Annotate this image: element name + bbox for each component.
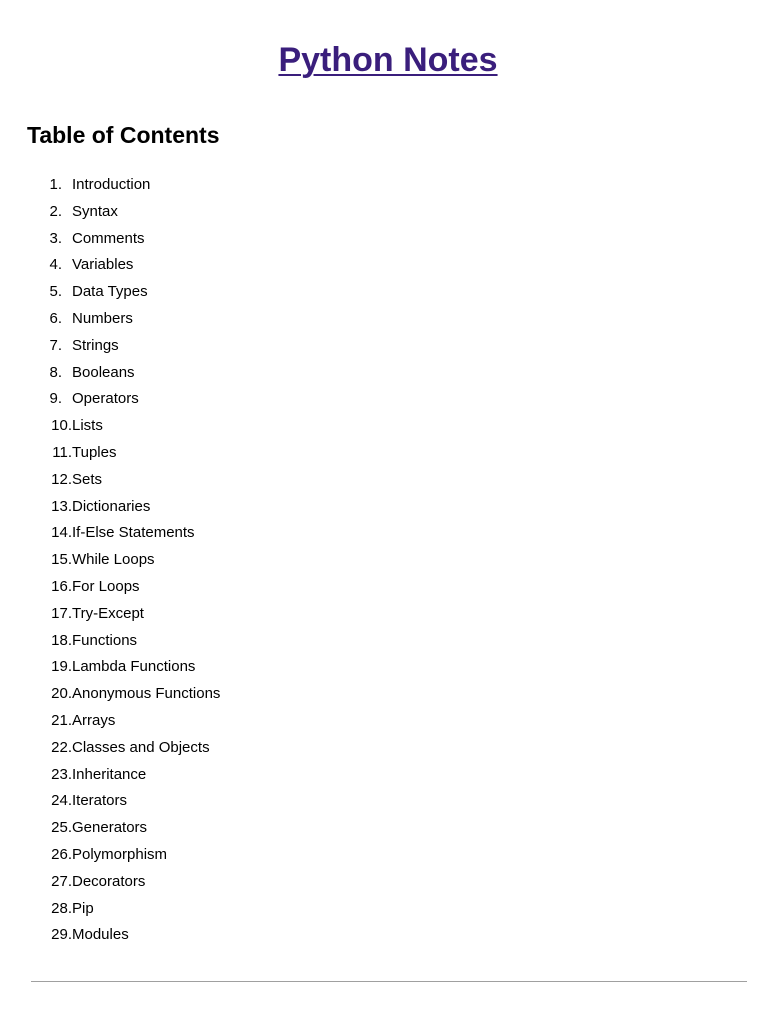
- toc-item-number: 23.: [51, 765, 72, 783]
- toc-item-number: 25.: [51, 819, 72, 837]
- toc-item-link[interactable]: Inheritance: [72, 765, 147, 783]
- toc-item-link[interactable]: Strings: [72, 336, 119, 354]
- toc-item: [0, 922, 220, 949]
- toc-item: [0, 440, 220, 467]
- toc-item-link[interactable]: Generators: [72, 819, 148, 837]
- toc-item: [0, 413, 220, 440]
- toc-item-link[interactable]: Lists: [72, 417, 103, 435]
- toc-item-number: 2.: [49, 202, 62, 220]
- toc-item: [0, 788, 220, 815]
- toc-item-link[interactable]: Booleans: [72, 363, 135, 381]
- toc-item-link[interactable]: Classes and Objects: [72, 738, 210, 756]
- toc-item: [0, 896, 220, 923]
- toc-item-number: 26.: [51, 845, 72, 863]
- toc-item-link[interactable]: Polymorphism: [72, 845, 168, 863]
- toc-item-number: 16.: [51, 577, 72, 595]
- toc-item-number: 9.: [49, 390, 62, 408]
- toc-item-number: 19.: [51, 658, 72, 676]
- toc-item-link[interactable]: Pip: [72, 899, 94, 917]
- toc-item: [0, 574, 220, 601]
- toc-item-number: 11.: [52, 443, 72, 461]
- toc-item-number: 20.: [51, 685, 72, 703]
- toc-item: [0, 226, 220, 253]
- toc-item: [0, 762, 220, 789]
- toc-item: [0, 199, 220, 226]
- toc-item-number: 27.: [51, 872, 72, 890]
- toc-item-link[interactable]: Data Types: [72, 283, 148, 301]
- toc-item-number: 8.: [49, 363, 62, 381]
- toc-item-link[interactable]: Lambda Functions: [72, 658, 196, 676]
- toc-item-link[interactable]: Arrays: [72, 711, 116, 729]
- toc-item: [0, 252, 220, 279]
- toc-item: [0, 333, 220, 360]
- toc-item-number: 7.: [49, 336, 62, 354]
- toc-item-link[interactable]: Modules: [72, 926, 129, 944]
- toc-item-link[interactable]: Comments: [72, 229, 145, 247]
- toc-item-link[interactable]: Anonymous Functions: [72, 685, 221, 703]
- toc-item-number: 24.: [51, 792, 72, 810]
- toc-item: [0, 306, 220, 333]
- toc-item-number: 15.: [51, 551, 72, 569]
- table-of-contents: [0, 172, 220, 949]
- toc-item-number: 22.: [51, 738, 72, 756]
- toc-item: [0, 279, 220, 306]
- toc-item-link[interactable]: Numbers: [72, 309, 133, 327]
- toc-item-link[interactable]: If-Else Statements: [72, 524, 195, 542]
- toc-item: [0, 360, 220, 387]
- toc-item-link[interactable]: Introduction: [72, 176, 151, 193]
- toc-item-number: 6.: [49, 309, 62, 327]
- toc-item-number: 29.: [51, 926, 72, 944]
- toc-item: [0, 386, 220, 413]
- toc-item: [0, 520, 220, 547]
- toc-item: [0, 172, 220, 199]
- toc-item: [0, 815, 220, 842]
- page-title-link[interactable]: Python Notes: [278, 41, 498, 79]
- toc-item-number: 10.: [51, 417, 72, 435]
- toc-item-number: 3.: [49, 229, 62, 247]
- toc-item-number: 17.: [51, 604, 72, 622]
- toc-item-link[interactable]: Decorators: [72, 872, 146, 890]
- toc-item: [0, 494, 220, 521]
- toc-item-link[interactable]: Tuples: [72, 443, 117, 461]
- toc-item-number: 13.: [51, 497, 72, 515]
- toc-item-number: 28.: [51, 899, 72, 917]
- toc-item-link[interactable]: Variables: [72, 256, 134, 274]
- toc-item: [0, 601, 220, 628]
- toc-item-number: 5.: [49, 283, 62, 301]
- toc-item-link[interactable]: Iterators: [72, 792, 128, 810]
- toc-item: [0, 735, 220, 762]
- toc-item: [0, 842, 220, 869]
- toc-item-number: 21.: [51, 711, 72, 729]
- toc-item-link[interactable]: While Loops: [72, 551, 155, 569]
- page-title: [0, 38, 768, 82]
- toc-item: [0, 681, 220, 708]
- toc-item-number: 18.: [51, 631, 72, 649]
- toc-item-link[interactable]: Try-Except: [72, 604, 144, 622]
- toc-item-link[interactable]: Operators: [72, 390, 139, 408]
- toc-item-number: 14.: [51, 524, 72, 542]
- toc-item-number: 12.: [51, 470, 72, 488]
- toc-item-link[interactable]: Syntax: [72, 202, 118, 220]
- toc-item-link[interactable]: Functions: [72, 631, 138, 649]
- toc-item: [0, 654, 220, 681]
- toc-item-link[interactable]: Sets: [72, 470, 103, 488]
- toc-item-number: 1.: [49, 176, 62, 193]
- toc-item: [0, 628, 220, 655]
- toc-item: [0, 708, 220, 735]
- toc-item: [0, 869, 220, 896]
- toc-item: [0, 467, 220, 494]
- toc-item-link[interactable]: For Loops: [72, 577, 140, 595]
- toc-item: [0, 547, 220, 574]
- divider: [31, 981, 747, 982]
- toc-item-number: 4.: [49, 256, 62, 274]
- toc-heading: Table of Contents: [27, 122, 220, 148]
- toc-item-link[interactable]: Dictionaries: [72, 497, 151, 515]
